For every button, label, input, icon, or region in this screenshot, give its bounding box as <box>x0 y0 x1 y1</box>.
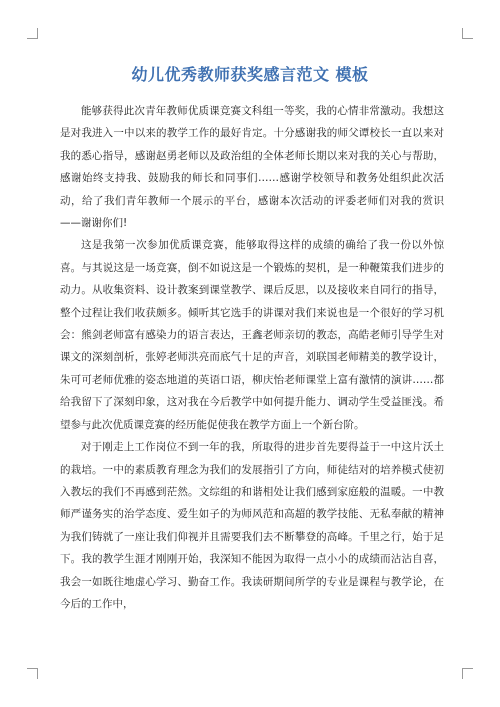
paragraph-1: 能够获得此次青年教师优质课竞赛文科组一等奖，我的心情非常激动。我想这是对我进入一中以来的教学工作的最好肯定。十分感谢我的师父谭校长一直以来对我的悉心指导，感谢赵勇老师以及政治组的全体老师长期以来对我的关心与帮助，感谢始终支持我、鼓励我的师长和同事们……感谢学校领导和教务处组织此次活动，给了我们青年教师一个展示的平台，感谢本次活动的评委老师们对我的赏识——谢谢你们! <box>60 105 444 230</box>
paragraph-2: 这是我第一次参加优质课竞赛，能够取得这样的成绩的确给了我一份以外惊喜。与其说这是一场竞赛，倒不如说这是一个锻炼的契机，是一种鞭策我们进步的动力。从收集资料、设计教案到课堂教学、课后反思，以及接收来自同行的指导，整个过程让我们收获颇多。倾听其它选手的讲课对我们来说也是一个很好的学习机会：熊剑老师富有感染力的语言表达，王鑫老师亲切的教态，高皓老师引导学生对课文的深刻剖析，张婷老师洪亮而底气十足的声音，刘联国老师精美的教学设计，朱可可老师优雅的姿态地道的英语口语，柳庆怡老师课堂上富有激情的演讲……都给我留下了深刻印象，这对我在今后教学中如何提升能力、调动学生受益匪浅。希望参与此次优质课竞赛的经历能促使我在教学方面上一个新台阶。 <box>60 239 444 431</box>
document-body <box>60 100 444 615</box>
crop-mark-bottom-right <box>462 668 473 679</box>
crop-mark-top-right <box>462 28 473 39</box>
crop-mark-bottom-left <box>27 668 38 679</box>
document-title: 幼儿优秀教师获奖感言范文 模板 <box>131 65 369 84</box>
crop-mark-top-left <box>27 28 38 39</box>
paragraph-3: 对于刚走上工作岗位不到一年的我，所取得的进步首先要得益于一中这片沃土的栽培。一中的素质教育理念为我们的发展指引了方向，师徒结对的培养模式使初入教坛的我们不再感到茫然。文综组的和谐相处让我们感到家庭般的温暖。一中教师严谨务实的治学态度、爱生如子的为师风范和高超的教学技能、无私奉献的精神为我们铸就了一座让我们仰视并且需要我们去不断攀登的高峰。千里之行，始于足下。我的教学生涯才刚刚开始，我深知不能因为取得一点小小的成绩而沾沾自喜，我会一如既往地虚心学习、勤奋工作。我读研期间所学的专业是课程与教学论，在今后的工作中， <box>60 441 444 610</box>
